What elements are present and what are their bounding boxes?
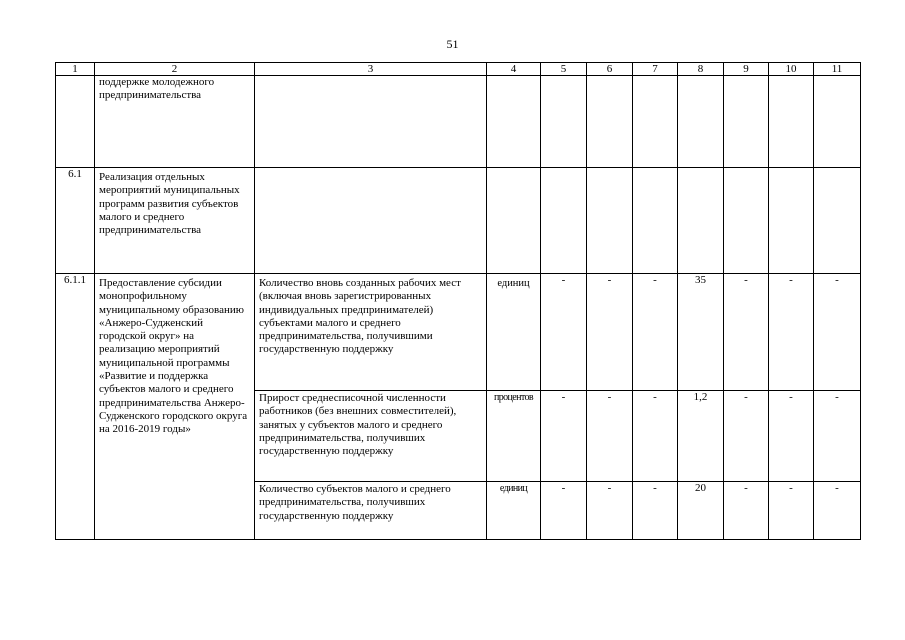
- value-cell: -: [814, 391, 861, 482]
- value-cell: -: [814, 482, 861, 540]
- value-cell: -: [724, 274, 769, 391]
- row-number: [56, 76, 95, 168]
- measure-name: поддержке молодежного предпринимательства: [95, 76, 255, 168]
- column-number: 6: [587, 63, 633, 76]
- measure-name: Реализация отдельных мероприятий муниципальных программ развития субъектов малого и среднего предпринимательства: [95, 168, 255, 274]
- column-number: 7: [633, 63, 678, 76]
- row-number: 6.1: [56, 168, 95, 274]
- value-cell: -: [541, 274, 587, 391]
- program-indicators-table: [55, 62, 861, 540]
- value-cell: -: [769, 482, 814, 540]
- value-cell: 1,2: [678, 391, 724, 482]
- column-number: 11: [814, 63, 861, 76]
- table-row-6-1-1-indicator-1: [56, 274, 861, 391]
- column-number: 2: [95, 63, 255, 76]
- unit-cell: единиц: [487, 482, 541, 540]
- value-cell: -: [541, 391, 587, 482]
- value-cell: -: [724, 482, 769, 540]
- value-cell: -: [814, 274, 861, 391]
- value-cell: -: [769, 391, 814, 482]
- indicator-name: Прирост среднесписочной численности работников (без внешних совместителей), занятых у субъектов малого и среднего предпринимательства, получивших государственную поддержку: [255, 391, 487, 482]
- column-number-row: [56, 63, 861, 76]
- column-number: 3: [255, 63, 487, 76]
- value-cell: -: [541, 482, 587, 540]
- value-cell: -: [587, 274, 633, 391]
- value-cell: -: [633, 482, 678, 540]
- column-number: 1: [56, 63, 95, 76]
- column-number: 9: [724, 63, 769, 76]
- value-cell: -: [633, 391, 678, 482]
- column-number: 4: [487, 63, 541, 76]
- indicator-name: Количество вновь созданных рабочих мест (включая вновь зарегистрированных индивидуальных предпринимателей) субъектами малого и среднего предпринимательства, получившими государственную поддержку: [255, 274, 487, 391]
- unit-cell: процентов: [487, 391, 541, 482]
- column-number: 8: [678, 63, 724, 76]
- indicator-name: Количество субъектов малого и среднего предпринимательства, получивших государственную поддержку: [255, 482, 487, 540]
- row-number: 6.1.1: [56, 274, 95, 540]
- measure-name: Предоставление субсидии монопрофильному муниципальному образованию «Анжеро-Судженский городской округ» на реализацию мероприятий муниципальной программы «Развитие и поддержка субъектов малого и среднего предпринимательства Анжеро-Судженского городского округа на 2016-2019 годы»: [95, 274, 255, 540]
- value-cell: -: [587, 482, 633, 540]
- page-number: 51: [446, 37, 459, 51]
- table-row-6-1: [56, 168, 861, 274]
- value-cell: -: [587, 391, 633, 482]
- value-cell: -: [724, 391, 769, 482]
- table-row-continuation: [56, 76, 861, 168]
- column-number: 5: [541, 63, 587, 76]
- value-cell: -: [633, 274, 678, 391]
- column-number: 10: [769, 63, 814, 76]
- value-cell: 35: [678, 274, 724, 391]
- value-cell: 20: [678, 482, 724, 540]
- value-cell: -: [769, 274, 814, 391]
- unit-cell: единиц: [487, 274, 541, 391]
